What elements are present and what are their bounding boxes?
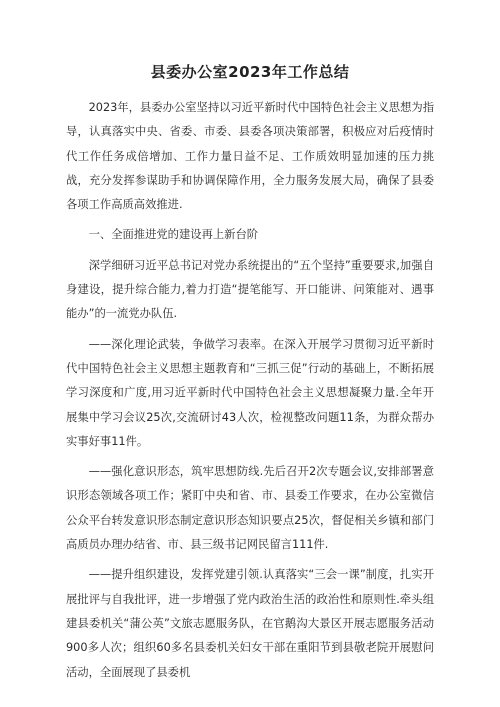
- section-heading: 一、全面推进党的建设再上新台阶: [88, 228, 259, 242]
- body-paragraph: ——深化理论武装，争做学习表率。在深入开展学习贯彻习近平新时代中国特色社会主义思想主题教育和“三抓三促”行动的基础上，不断拓展学习深度和广度,用习近平新时代中国特色社会主义思想凝聚力量.全年开展集中学习会议25次,交流研讨43人次，检视整改问题11条，为群众帮办实事好事11件。: [66, 337, 434, 448]
- body-paragraph: ——提升组织建设，发挥党建引领.认真落实“三会一课”制度，扎实开展批评与自我批评，进一步增强了党内政治生活的政治性和原则性.牵头组建县委机关“蒲公英”文旅志愿服务队，在官鹅沟大景区开展志愿服务活动900多人次；组织60多名县委机关妇女干部在重阳节到县敬老院开展慰问活动，全面展现了县委机: [66, 568, 434, 679]
- intro-paragraph: 2023年，县委办公室坚持以习近平新时代中国特色社会主义思想为指导，认真落实中央、省委、市委、县委各项决策部署，积极应对后疫情时代工作任务成倍增加、工作力量日益不足、工作质效明显加速的压力挑战，充分发挥参谋助手和协调保障作用，全力服务发展大局，确保了县委各项工作高质高效推进.: [66, 101, 434, 212]
- document-title: 县委办公室2023年工作总结: [150, 63, 350, 81]
- body-paragraph: ——强化意识形态，筑牢思想防线.先后召开2次专题会议,安排部署意识形态领域各项工作；紧盯中央和省、市、县委工作要求，在办公室微信公众平台转发意识形态制定意识形态知识要点25次，督促相关乡镇和部门高质员办理办结省、市、县三级书记网民留言111件.: [66, 465, 434, 552]
- body-paragraph: 深学细研习近平总书记对党办系统提出的“五个坚持”重要要求,加强自身建设，提升综合能力,着力打造“提笔能写、开口能讲、问策能对、遇事能办”的一流党办队伍.: [66, 258, 434, 321]
